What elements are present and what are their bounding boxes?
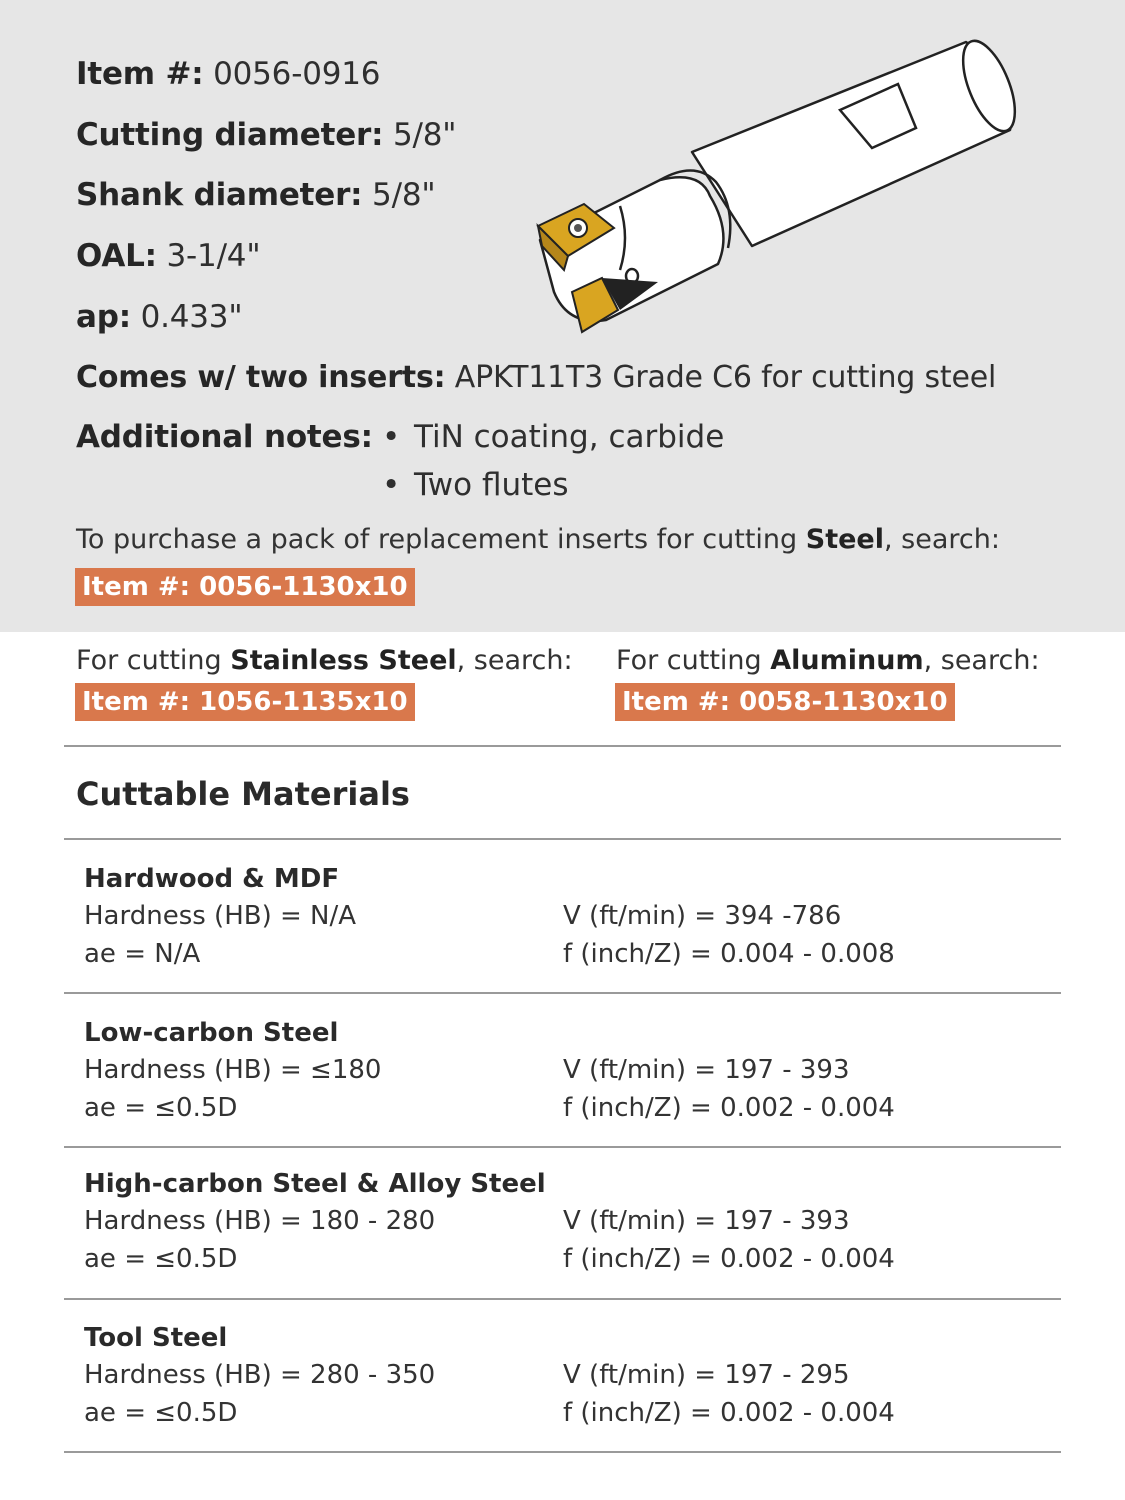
material-ae: ae = N/A <box>84 939 201 969</box>
note-bullet-2: • Two flutes <box>382 467 569 503</box>
spec-inserts-label: Comes w/ two inserts: <box>76 360 446 395</box>
spec-ap-value: 0.433" <box>140 299 243 335</box>
material-name: Tool Steel <box>84 1323 228 1353</box>
aluminum-note-prefix: For cutting <box>616 645 771 676</box>
material-speed: V (ft/min) = 197 - 393 <box>563 1206 850 1236</box>
aluminum-insert-tag: Item #: 0058-1130x10 <box>615 683 955 721</box>
spec-shank-diameter-value: 5/8" <box>372 177 436 213</box>
steel-note-suffix: , search: <box>884 524 1000 555</box>
stainless-purchase-note <box>76 644 573 678</box>
material-speed: V (ft/min) = 197 - 393 <box>563 1055 850 1085</box>
material-hardness: Hardness (HB) = N/A <box>84 901 357 931</box>
section-title: Cuttable Materials <box>76 775 410 813</box>
steel-insert-tag: Item #: 0056-1130x10 <box>75 568 415 606</box>
end-mill-illustration <box>520 20 1040 340</box>
spec-cutting-diameter-value: 5/8" <box>392 117 457 153</box>
divider <box>64 838 1061 840</box>
spec-inserts-value: APKT11T3 Grade C6 for cutting steel <box>454 360 997 395</box>
material-hardness: Hardness (HB) = ≤180 <box>84 1055 382 1085</box>
material-name: Low-carbon Steel <box>84 1018 339 1048</box>
spec-ap <box>76 297 242 337</box>
spec-item-label: Item #: <box>76 56 204 92</box>
steel-note-material: Steel <box>805 524 884 555</box>
spec-cutting-diameter <box>76 115 456 155</box>
divider <box>64 992 1061 994</box>
aluminum-note-material: Aluminum <box>770 645 924 676</box>
spec-oal <box>76 236 260 276</box>
material-ae: ae = ≤0.5D <box>84 1244 238 1274</box>
note-bullet-1: • TiN coating, carbide <box>382 419 725 455</box>
insert-lower-icon <box>572 278 658 332</box>
material-hardness: Hardness (HB) = 180 - 280 <box>84 1206 436 1236</box>
divider <box>64 1298 1061 1300</box>
material-feed: f (inch/Z) = 0.004 - 0.008 <box>563 939 895 969</box>
spec-notes <box>76 417 373 457</box>
material-ae: ae = ≤0.5D <box>84 1398 238 1428</box>
tool-shank <box>692 34 1026 246</box>
material-feed: f (inch/Z) = 0.002 - 0.004 <box>563 1093 895 1123</box>
material-hardness: Hardness (HB) = 280 - 350 <box>84 1360 436 1390</box>
spec-oal-label: OAL: <box>76 238 157 274</box>
note-text-1: TiN coating, carbide <box>414 419 725 455</box>
spec-oal-value: 3-1/4" <box>166 238 261 274</box>
material-speed: V (ft/min) = 394 -786 <box>563 901 842 931</box>
spec-item-value: 0056-0916 <box>213 56 381 92</box>
aluminum-purchase-note <box>616 644 1040 678</box>
divider <box>64 745 1061 747</box>
spec-shank-diameter-label: Shank diameter: <box>76 177 363 213</box>
spec-notes-label: Additional notes: <box>76 419 373 455</box>
note-text-2: Two flutes <box>414 467 569 503</box>
stainless-note-material: Stainless Steel <box>230 645 457 676</box>
material-ae: ae = ≤0.5D <box>84 1093 238 1123</box>
spec-shank-diameter <box>76 175 435 215</box>
stainless-note-prefix: For cutting <box>76 645 231 676</box>
steel-purchase-note <box>76 523 1000 557</box>
spec-cutting-diameter-label: Cutting diameter: <box>76 117 384 153</box>
material-feed: f (inch/Z) = 0.002 - 0.004 <box>563 1398 895 1428</box>
material-name: High-carbon Steel & Alloy Steel <box>84 1169 546 1199</box>
material-name: Hardwood & MDF <box>84 864 340 894</box>
spec-inserts <box>76 358 996 398</box>
material-speed: V (ft/min) = 197 - 295 <box>563 1360 850 1390</box>
spec-item <box>76 54 380 94</box>
spec-ap-label: ap: <box>76 299 131 335</box>
material-feed: f (inch/Z) = 0.002 - 0.004 <box>563 1244 895 1274</box>
aluminum-note-suffix: , search: <box>923 645 1040 676</box>
steel-note-prefix: To purchase a pack of replacement inserts for cutting <box>76 524 806 555</box>
stainless-insert-tag: Item #: 1056-1135x10 <box>75 683 415 721</box>
divider <box>64 1146 1061 1148</box>
stainless-note-suffix: , search: <box>456 645 573 676</box>
divider <box>64 1451 1061 1453</box>
